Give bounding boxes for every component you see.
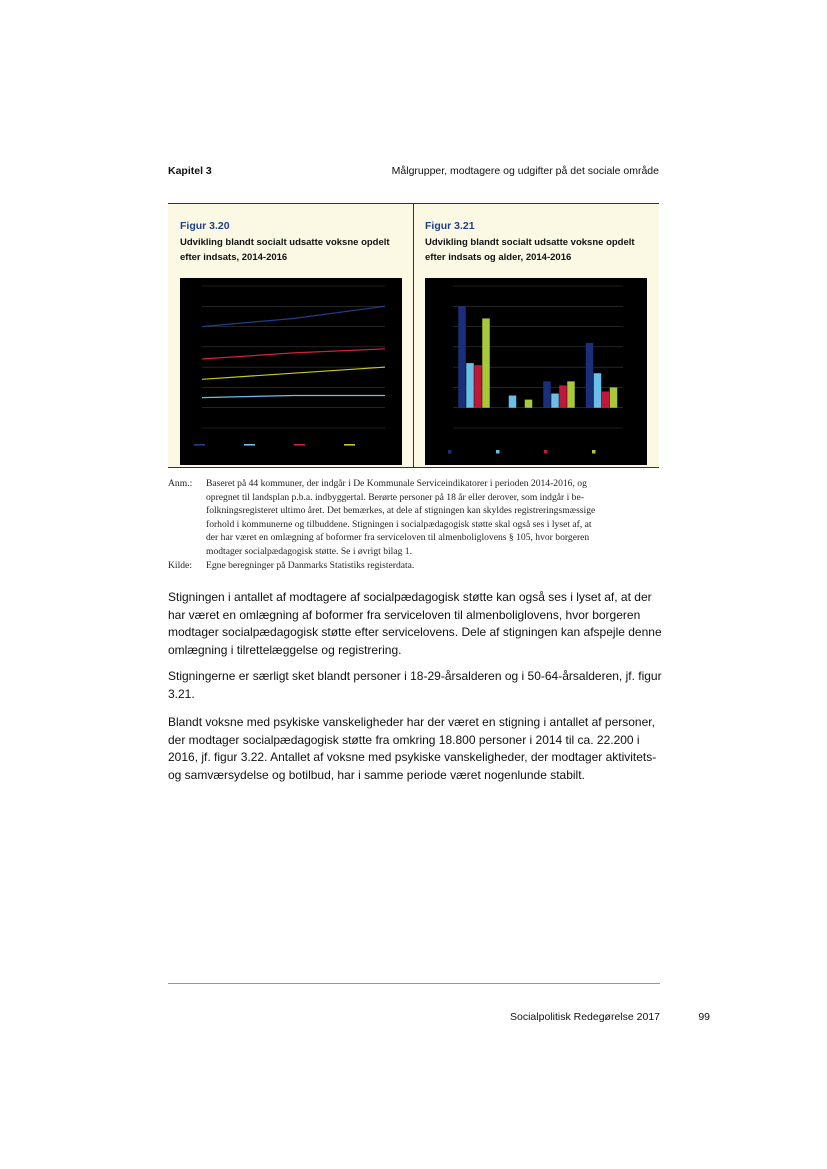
figure-title-line: efter indsats og alder, 2014-2016: [425, 252, 572, 263]
figure-title-line: Udvikling blandt socialt udsatte voksne opdelt: [425, 237, 635, 248]
bar: [466, 363, 474, 408]
bar: [482, 318, 490, 407]
chapter-label: Kapitel 3: [168, 165, 212, 177]
bar: [559, 385, 567, 407]
figure-divider: [413, 204, 414, 467]
figure-notes: [168, 477, 663, 572]
series-line: [202, 349, 385, 359]
legend-swatch: [544, 450, 548, 454]
bar: [602, 391, 610, 407]
legend-swatch: [448, 450, 452, 454]
paragraph: Stigningen i antallet af modtagere af socialpædagogisk støtte kan også ses i lyset af, at der har været en omlægning af boformer fra serviceloven til almenboliglovens, hvor borgeren modtager socialpædagogisk støtte efter servicelovens. Dele af stigningen kan afspejle denne omlægning i tilrettelæggelse og registrering.: [168, 590, 662, 657]
legend-swatch: [496, 450, 500, 454]
series-line: [202, 396, 385, 398]
bar: [525, 400, 533, 408]
note-text: Egne beregninger på Danmarks Statistiks registerdata.: [206, 559, 415, 571]
figure-3-21-caption: [425, 220, 653, 265]
note-line: forhold i kommunerne og tilbuddene. Stigningen i socialpædagogisk støtte skal også ses i lyset af, at: [206, 518, 592, 530]
figure-title-line: efter indsats, 2014-2016: [180, 252, 288, 263]
figure-number: Figur 3.21: [425, 220, 475, 232]
bar: [543, 381, 551, 407]
note-line: opregnet til landsplan p.b.a. indbyggertal. Berørte personer på 18 år eller derover, som indgår i be-: [206, 491, 584, 503]
note-label: Anm.:: [168, 478, 193, 489]
figure-box: [168, 203, 659, 468]
page-number: 99: [698, 1011, 710, 1023]
note-line: der har været en omlægning af boformer fra serviceloven til almenboliglovens § 105, hvor borgeren: [206, 532, 590, 544]
footer-rule: [168, 983, 660, 984]
note-line: modtager socialpædagogisk støtte. Se i øvrigt bilag 1.: [206, 545, 412, 557]
line-chart: [180, 278, 402, 465]
bar: [610, 387, 618, 407]
bar: [586, 343, 594, 408]
legend-swatch: [194, 444, 205, 446]
bar: [551, 394, 559, 408]
series-line: [202, 367, 385, 379]
section-title: Målgrupper, modtagere og udgifter på det sociale område: [391, 165, 659, 177]
note-text: [206, 477, 663, 559]
bar-chart: [425, 278, 647, 465]
note-line: Baseret på 44 kommuner, der indgår i De Kommunale Serviceindikatorer i perioden 2014-2016, og: [206, 478, 587, 489]
note-label: Kilde:: [168, 559, 192, 571]
note-anm: [168, 477, 663, 559]
figure-title-line: Udvikling blandt socialt udsatte voksne opdelt: [180, 237, 390, 248]
publication-title: Socialpolitisk Redegørelse 2017: [510, 1011, 660, 1023]
bar: [458, 306, 466, 407]
note-line: folkningsregisteret ultimo året. Det bemærkes, at dele af stigningen kan skyldes registreringsmæssige: [206, 505, 596, 517]
legend-swatch: [294, 444, 305, 446]
bar: [594, 373, 602, 407]
figure-3-20-caption: [180, 220, 408, 265]
paragraph: Blandt voksne med psykiske vanskeligheder har der været en stigning i antallet af personer, der modtager socialpædagogisk støtte fra omkring 18.800 personer i 2014 til ca. 22.200 i 2016, jf. figur 3.22. Antallet af voksne med psykiske vanskeligheder, der modtager aktivitets- og samværsydelse og botilbud, har i samme periode været nogenlunde stabilt.: [168, 715, 657, 782]
bar: [474, 365, 482, 408]
bar: [509, 396, 517, 408]
paragraph: Stigningerne er særligt sket blandt personer i 18-29-årsalderen og i 50-64-årsalderen, jf. figur 3.21.: [168, 669, 662, 701]
legend-swatch: [592, 450, 596, 454]
legend-swatch: [344, 444, 355, 446]
bar: [567, 381, 575, 407]
figure-number: Figur 3.20: [180, 220, 230, 232]
legend-swatch: [244, 444, 255, 446]
series-line: [202, 306, 385, 326]
note-kilde: [168, 559, 663, 573]
